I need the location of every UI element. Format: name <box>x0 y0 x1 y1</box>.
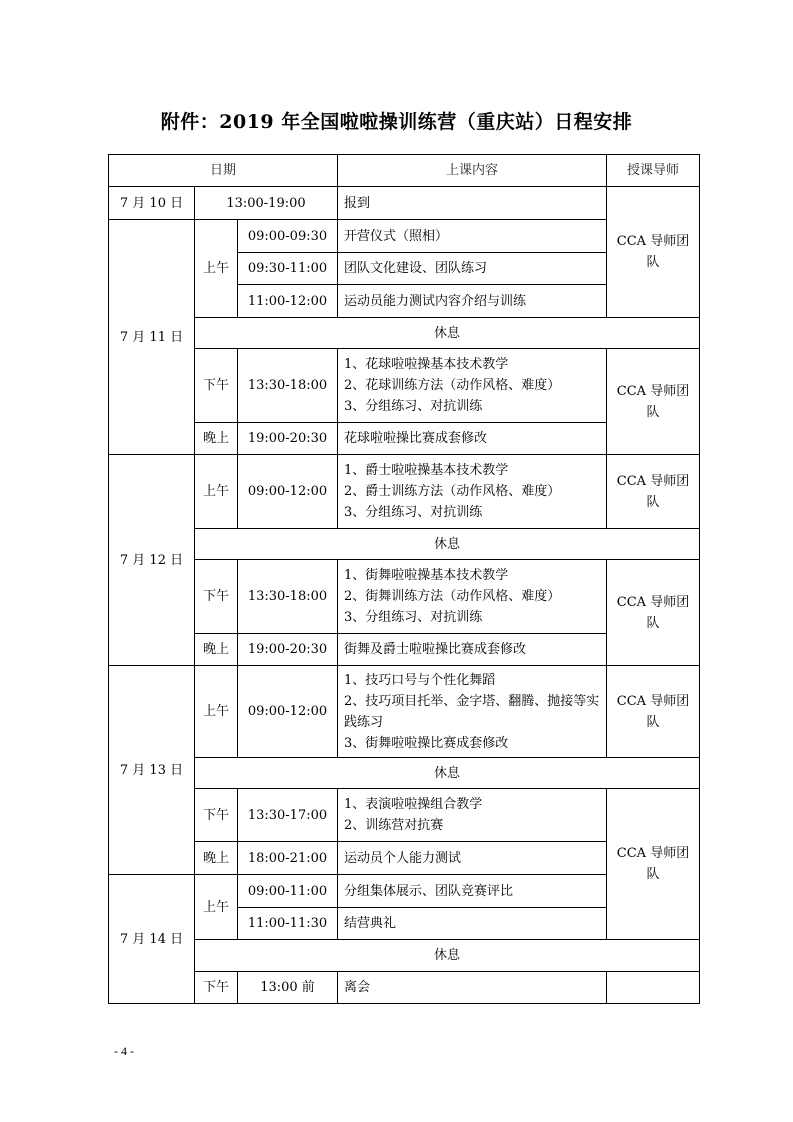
header-date: 日期 <box>109 155 338 187</box>
table-row <box>109 529 700 560</box>
rest-cell: 休息 <box>195 940 700 972</box>
content-cell: 开营仪式（照相） <box>338 220 607 253</box>
content-cell: 分组集体展示、团队竞赛评比 <box>338 875 607 908</box>
table-header-row <box>109 155 700 187</box>
content-cell: 报到 <box>338 187 607 220</box>
schedule-table <box>108 154 700 1004</box>
empty-teacher-cell <box>607 972 700 1004</box>
period-cell: 下午 <box>195 560 238 634</box>
table-row <box>109 789 700 842</box>
table-row <box>109 318 700 349</box>
content-cell: 街舞及爵士啦啦操比赛成套修改 <box>338 634 607 666</box>
time-cell: 18:00-21:00 <box>238 842 338 875</box>
time-cell: 09:00-12:00 <box>238 666 338 758</box>
header-teacher: 授课导师 <box>607 155 700 187</box>
period-cell: 上午 <box>195 666 238 758</box>
table-row <box>109 940 700 972</box>
day-cell: 7 月 12 日 <box>109 455 195 666</box>
time-cell: 13:00-19:00 <box>195 187 338 220</box>
page-title: 附件：2019 年全国啦啦操训练营（重庆站）日程安排 <box>160 111 633 133</box>
time-cell: 13:30-17:00 <box>238 789 338 842</box>
rest-cell: 休息 <box>195 529 700 560</box>
header-content: 上课内容 <box>338 155 607 187</box>
content-cell <box>338 455 607 529</box>
table-row <box>109 455 700 529</box>
period-cell: 晚上 <box>195 842 238 875</box>
rest-cell: 休息 <box>195 758 700 789</box>
period-cell: 晚上 <box>195 423 238 455</box>
content-line: 1、街舞啦啦操基本技术教学 <box>344 568 509 583</box>
time-cell: 13:30-18:00 <box>238 349 338 423</box>
content-cell: 离会 <box>338 972 607 1004</box>
content-line: 2、技巧项目托举、金字塔、翻腾、抛接等实践练习 <box>344 693 600 730</box>
time-cell: 13:00 前 <box>238 972 338 1004</box>
content-cell: 花球啦啦操比赛成套修改 <box>338 423 607 455</box>
time-cell: 19:00-20:30 <box>238 634 338 666</box>
teacher-cell: CCA 导师团队 <box>607 560 700 666</box>
time-cell: 09:00-11:00 <box>238 875 338 908</box>
content-line: 1、技巧口号与个性化舞蹈 <box>344 672 496 688</box>
day-cell: 7 月 11 日 <box>109 220 195 455</box>
content-line: 3、分组练习、对抗训练 <box>344 399 483 414</box>
content-line: 2、训练营对抗赛 <box>344 818 444 833</box>
content-line: 3、街舞啦啦操比赛成套修改 <box>344 735 509 751</box>
day-cell: 7 月 10 日 <box>109 187 195 220</box>
time-cell: 13:30-18:00 <box>238 560 338 634</box>
time-cell: 11:00-11:30 <box>238 908 338 940</box>
content-line: 1、表演啦啦操组合教学 <box>344 797 483 812</box>
content-line: 2、花球训练方法（动作风格、难度） <box>344 378 561 393</box>
content-cell: 结营典礼 <box>338 908 607 940</box>
content-line: 1、花球啦啦操基本技术教学 <box>344 357 509 372</box>
table-row <box>109 187 700 220</box>
time-cell: 19:00-20:30 <box>238 423 338 455</box>
period-cell: 晚上 <box>195 634 238 666</box>
content-cell <box>338 789 607 842</box>
day-cell: 7 月 14 日 <box>109 875 195 1004</box>
content-cell <box>338 666 607 758</box>
table-row <box>109 666 700 758</box>
content-cell: 运动员能力测试内容介绍与训练 <box>338 285 607 318</box>
teacher-cell: CCA 导师团队 <box>607 187 700 318</box>
day-cell: 7 月 13 日 <box>109 666 195 875</box>
content-cell <box>338 349 607 423</box>
table-row <box>109 560 700 634</box>
table-row <box>109 758 700 789</box>
period-cell: 上午 <box>195 220 238 318</box>
content-line: 3、分组练习、对抗训练 <box>344 610 483 625</box>
table-row <box>109 349 700 423</box>
period-cell: 下午 <box>195 972 238 1004</box>
teacher-cell: CCA 导师团队 <box>607 349 700 455</box>
time-cell: 11:00-12:00 <box>238 285 338 318</box>
teacher-cell: CCA 导师团队 <box>607 666 700 758</box>
content-line: 3、分组练习、对抗训练 <box>344 505 483 520</box>
content-cell: 团队文化建设、团队练习 <box>338 253 607 285</box>
period-cell: 下午 <box>195 789 238 842</box>
teacher-cell: CCA 导师团队 <box>607 789 700 940</box>
rest-cell: 休息 <box>195 318 700 349</box>
table-row <box>109 972 700 1004</box>
content-line: 1、爵士啦啦操基本技术教学 <box>344 463 509 478</box>
period-cell: 上午 <box>195 455 238 529</box>
content-line: 2、爵士训练方法（动作风格、难度） <box>344 484 561 499</box>
period-cell: 下午 <box>195 349 238 423</box>
teacher-cell: CCA 导师团队 <box>607 455 700 529</box>
content-line: 2、街舞训练方法（动作风格、难度） <box>344 589 561 604</box>
time-cell: 09:30-11:00 <box>238 253 338 285</box>
page-number: - 4 - <box>114 1044 134 1058</box>
content-cell <box>338 560 607 634</box>
time-cell: 09:00-12:00 <box>238 455 338 529</box>
time-cell: 09:00-09:30 <box>238 220 338 253</box>
content-cell: 运动员个人能力测试 <box>338 842 607 875</box>
period-cell: 上午 <box>195 875 238 940</box>
